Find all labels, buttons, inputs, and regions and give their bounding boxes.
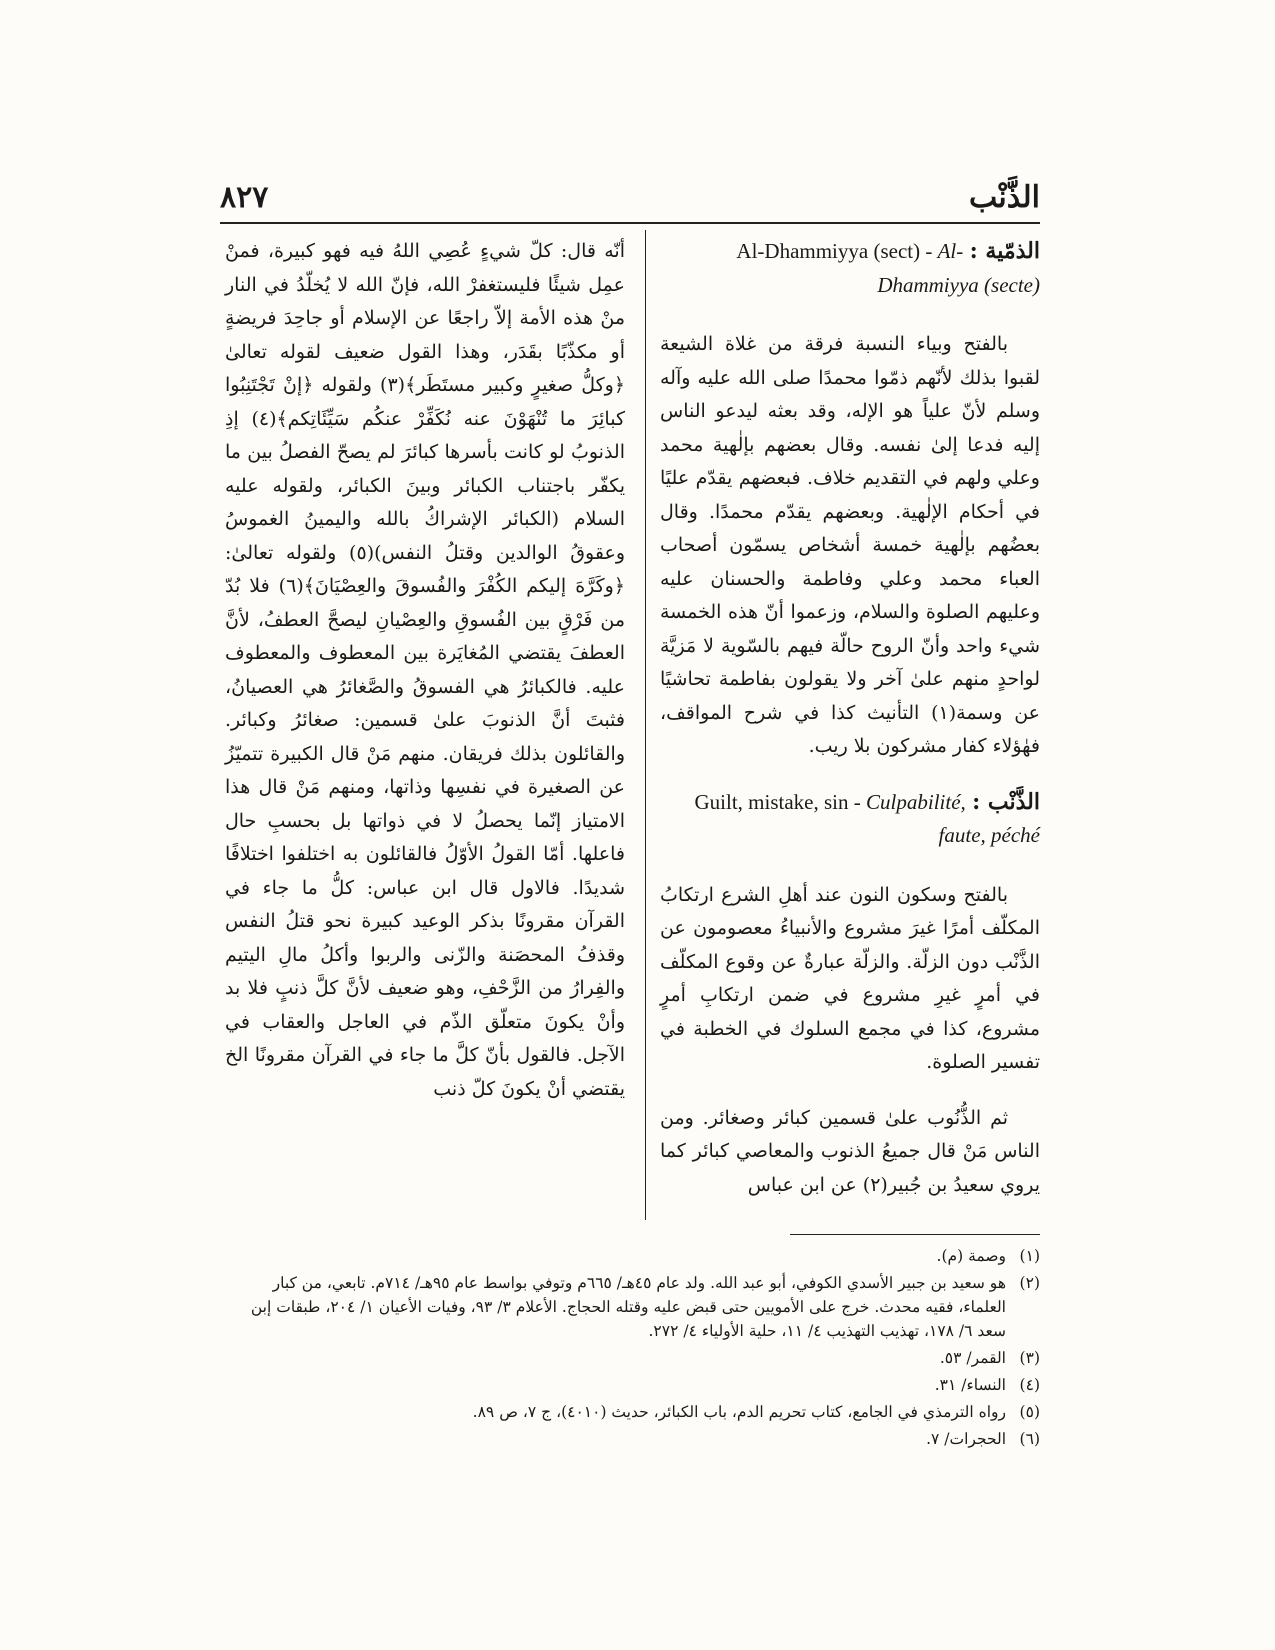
entry-english: Guilt, mistake, sin — [694, 789, 849, 814]
entry-body-continued: أنّه قال: كلّ شيءٍ عُصِي اللهُ فيه فهو كبيرة، فمنْ عمِل شيئًا فليستغفرْ الله، فإنّ الله لا يُخلّدُ في النار منْ هذه الأمة إلاّ راجعًا عن الإسلام أو جاحِدَ فريضةٍ أو مكذّبًا بقَدَر، وهذا القول ضعيف لقوله تعالىٰ ﴿وكلُّ صغيرٍ وكبير مستَطَر﴾(٣) ولقوله ﴿إنْ تَجْتَنِبُوا كبائِرَ ما تُنْهَوْنَ عنه نُكَفِّرْ عنكُم سَيِّئَاتِكم﴾(٤) إذِ الذنوبُ لو كانت بأسرها كبائرَ لم يصحّ الفصلُ بين ما يكفّر باجتناب الكبائر وبينَ الكبائر، ولقوله عليه السلام (الكبائر الإشراكُ بالله واليمينُ الغموسُ وعقوقُ الوالدين وقتلُ النفس)(٥) ولقوله تعالىٰ: ﴿وكَرَّهَ إليكم الكُفْرَ والفُسوقَ والعِصْيَانَ﴾(٦) فلا بُدّ من فَرْقٍ بين الفُسوقِ والعِصْيانِ ليصحَّ العطفُ، لأنَّ العطفَ يقتضي المُغايَرة بين المعطوف والمعطوف عليه. فالكبائرُ هي الفسوقُ والصَّغائرُ هي العصيانُ، فثبتَ أنَّ الذنوبَ علىٰ قسمين: صغائرُ وكبائر. والقائلون بذلك فريقان. منهم مَنْ قال الكبيرة تتميّزُ عن الصغيرة في نفسِها وذاتها، ومنهم مَنْ قال هذا الامتياز إنّما يحصلُ لا في ذواتها بل بحسبِ حال فاعلها. أمّا القولُ الأوّلُ فالقائلون به اختلفوا اختلافًا شديدًا. فالاول قال ابن عباس: كلُّ ما جاء في القرآن مقرونًا بذكر الوعيد كبيرة نحو قتلُ النفس وقذفُ المحصَنة والزّنى والربوا وأكلُ مالِ اليتيم والفِرارُ من الزَّحْفِ، وهو ضعيف لأنَّ كلَّ ذنبٍ فلا بد وأنْ يكونَ متعلّق الذّم في العاجل والعقاب في الآجل. فالقول بأنّ كلَّ ما جاء في القرآن مقرونًا الخ يقتضي أنْ يكونَ كلّ ذنب — [225, 240, 625, 1100]
entry-body: ثم الذُّنُوب علىٰ قسمين كبائر وصغائر. ومن الناس مَنْ قال جميعُ الذنوب والمعاصي كبائر كما يروي سعيدُ بن جُبير(٢) عن ابن عباس — [660, 1106, 1040, 1196]
entry-body: بالفتح وسكون النون عند أهلِ الشرع ارتكابُ المكلّف أمرًا غيرَ مشروع والأنبياءُ معصومون عن الذَّنْب دون الزلّة. والزلّة عبارةٌ عن وقوع المكلّف في أمرٍ غيرِ مشروع في ضمن ارتكابِ أمرٍ مشروع، كذا في مجمع السلوك في الخطبة في تفسير الصلوة. — [660, 883, 1040, 1073]
header-rule — [220, 222, 1040, 224]
entry-french: Culpabilité, faute, péché — [866, 789, 1040, 847]
entry-english: Al-Dhammiyya (sect) — [736, 239, 921, 263]
footnote-number: (٥) — [1019, 1403, 1040, 1421]
entry-body: بالفتح وبياء النسبة فرقة من غلاة الشيعة لقبوا بذلك لأنّهم ذمّوا محمدًا صلى الله عليه وآله وسلم لأنّ علياً هو الإله، وقد بعثه ليدعو الناس إليه فدعا إلىٰ نفسه. وقال بعضهم بإلٰهية محمد وعلي ولهم في التقديم خلاف. فبعضهم يقدّم عليًا في أحكام الإلٰهية. وبعضهم يقدّم محمدًا. وقال بعضُهم بإلٰهية خمسة أشخاص يسمّون أصحاب العباء محمد وعلي وفاطمة والحسنان عليه وعليهم الصلوة والسلام، وزعموا أنّ هذه الخمسة شيء واحد وأنّ الروح حالّة فيهم بالسّوية لا مَزيَّة لواحدٍ منهم علىٰ آخر ولا يقولون بفاطمة تحاشيًا عن وسمة(١) التأنيث كذا في شرح المواقف، فهٰؤلاء كفار مشركون بلا ريب. — [660, 333, 1040, 757]
footnote — [225, 1271, 1040, 1343]
footnote-text: رواه الترمذي في الجامع، كتاب تحريم الدم، باب الكبائر، حديث (٤٠١٠)، ج ٧، ص ٨٩. — [472, 1403, 1006, 1421]
footnote-number: (٢) — [1019, 1274, 1040, 1292]
column-divider — [645, 230, 646, 1220]
page-number: ٨٢٧ — [220, 180, 269, 215]
footnote-text: الحجرات/ ٧. — [926, 1430, 1006, 1448]
footnote-text: النساء/ ٣١. — [934, 1376, 1006, 1394]
page-header — [220, 180, 1040, 222]
footnote — [225, 1346, 1040, 1370]
entry-heading-dhammiyya — [660, 235, 1040, 302]
left-column — [225, 235, 625, 1106]
footnote-text: هو سعيد بن جبير الأسدي الكوفي، أبو عبد الله. ولد عام ٤٥هـ/ ٦٦٥م وتوفي بواسط عام ٩٥هـ/ ٧١٤م. تابعي، من كبار العلماء، فقيه محدث. خرج على الأمويين حتى قبض عليه وقتله الحجاج. الأعلام ٣/ ٩٣، وفيات الأعيان ١/ ٢٠٤، طبقات إبن سعد ٦/ ١٧٨، تهذيب التهذيب ٤/ ١١، حلية الأولياء ٤/ ٢٧٢. — [250, 1274, 1006, 1340]
footnote — [225, 1427, 1040, 1451]
entry-heading-dhanb — [660, 786, 1040, 853]
footnote-number: (١) — [1019, 1247, 1040, 1265]
footnote — [225, 1244, 1040, 1268]
entry-separator: - — [920, 239, 938, 263]
right-column — [660, 235, 1040, 1202]
footnote-number: (٣) — [1019, 1349, 1040, 1367]
footnote-text: وصمة (م). — [936, 1247, 1006, 1265]
footnote-rule — [790, 1234, 1040, 1235]
entry-french: Al-Dhammiyya (secte) — [877, 239, 1040, 297]
running-head: الذَّنْب — [968, 180, 1040, 215]
footnote — [225, 1400, 1040, 1424]
footnote-text: القمر/ ٥٣. — [939, 1349, 1006, 1367]
footnote-number: (٤) — [1019, 1376, 1040, 1394]
entry-term: الذَّنْب : — [972, 788, 1040, 815]
entry-term: الذمّية : — [969, 238, 1040, 264]
entry-separator: - — [848, 789, 867, 814]
footnotes — [225, 1244, 1040, 1454]
footnote-number: (٦) — [1019, 1430, 1040, 1448]
footnote — [225, 1373, 1040, 1397]
